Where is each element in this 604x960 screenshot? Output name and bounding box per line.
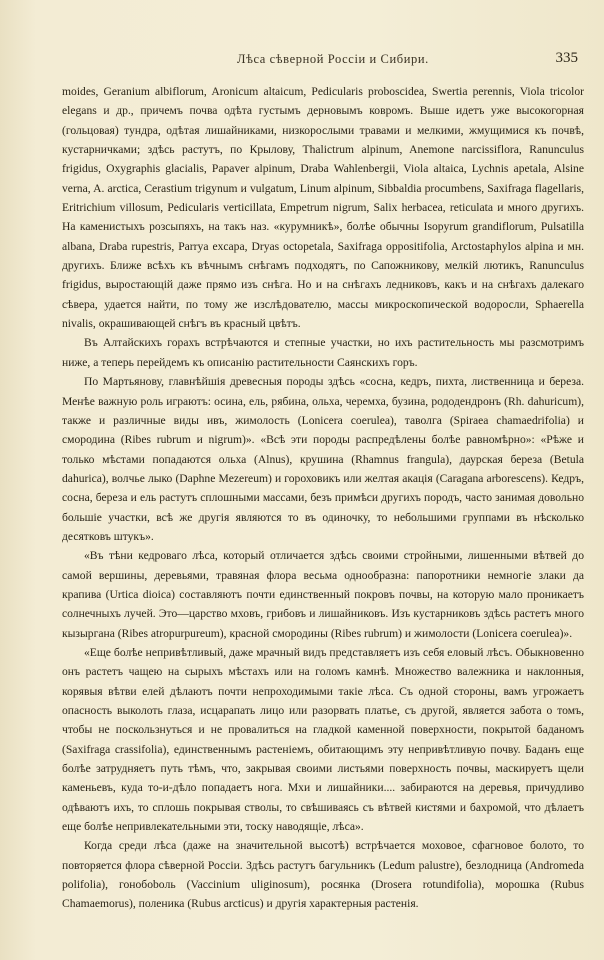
running-title: Лѣса сѣверной Россіи и Сибири. [237,52,429,66]
page-header [62,50,588,72]
paragraph-sphagnum-bog: Когда среди лѣса (даже на значительной высотѣ) встрѣчается моховое, сфагновое болото, то повторяется флора сѣверной Россіи. Здѣсь растутъ багульникъ (Ledum palustre), безлодница (Andromeda polifolia), гонобоboль (Vaccinium uliginosum), росянка (Drosera rotundifolia), морошка (Rubus Chamaemorus), поленика (Rubus arcticus) и другія характерныя растенія. [62,839,584,911]
paragraph-tree-species: По Мартьянову, главнѣйшія древесныя породы здѣсь «сосна, кедръ, пихта, лиственница и береза. Менѣе важную роль играютъ: осина, ель, рябина, ольха, черемха, бузина, рододендронъ (Rh. dahuricum), также и различные виды ивъ, жимолость (Lonicera coerulea), таволга (Spiraea chamaedrifolia) и смородина (Ribes rubrum и nigrum)». «Всѣ эти породы распредѣлены болѣе равномѣрно»: «Рѣже и только мѣстами попадаются ольха (Alnus), крушина (Rhamnus frangula), даурская береза (Betula dahurica), волчье лыко (Daphne Mezereum) и гороховикъ или желтая акація (Caragana arborescens). Кедръ, сосна, береза и ель растутъ сплошными массами, безъ примѣси другихъ породъ, часто занимая довольно большіе участки, всѣ же другія являются то въ одиночку, то небольшими группами въ нѣсколько десятковъ штукъ». [62,375,584,543]
paragraph-cedar-forest: «Въ тѣни кедроваго лѣса, который отличается здѣсь своими стройными, лишенными вѣтвей до самой вершины, деревьями, травяная флора весьма однообразна: папоротники немногіе злаки да крапива (Urtica dioica) составляютъ почти единственный покровъ почвы, на которую мало проникаетъ солнечныхъ лучей. Это—царство мховъ, грибовъ и лишайниковъ. Изъ кустарниковъ здѣсь растетъ много кызыргана (Ribes atropurpureum), красной смородины (Ribes rubrum) и жимолости (Lonicera coerulea)». [62,549,584,640]
paragraph-spruce-forest: «Еще болѣе непривѣтливый, даже мрачный видъ представляетъ изъ себя еловый лѣсъ. Обыкновенно онъ растетъ чащею на сырыхъ мѣстахъ или на голомъ камнѣ. Множество валежника и наклонныя, корявыя вѣтви елей дѣлаютъ почти непроходимыми такіе лѣса. Съ одной стороны, вамъ угрожаетъ опасность выколоть глаза, исцарапать лицо или разорвать платье, съ другой, является забота о томъ, чтобы не поскользнуться и не провалиться на гладкой каменной поверхности, покрытой баданомъ (Saxifraga crassifolia), единственнымъ растеніемъ, обитающимъ эту непривѣтливую почву. Баданъ еще болѣе затрудняетъ путь тѣмъ, что, закрывая своими листьями поверхность почвы, маскируетъ щели каменьевъ, куда то-и-дѣло попадаетъ нога. Мхи и лишайники.... забираются на деревья, причудливо одѣваютъ ихъ, то сплошь покрывая стволы, то свѣшиваясь съ вѣтвей кистями и бахромой, что дѣлаетъ еще болѣе непривлекательными эти, тоску наводящіе, лѣса». [62,645,584,834]
page-number: 335 [555,50,578,66]
paragraph-altai-steppes: Въ Алтайскихъ горахъ встрѣчаются и степные участки, но ихъ растительность мы разсмотримъ ниже, а теперь перейдемъ къ описанію растительности Саянскихъ горъ. [62,336,584,369]
page-body [62,82,584,914]
paragraph-continuation: moides, Geranium albiflorum, Aronicum altaicum, Pedicularis proboscidea, Swertia perennis, Viola tricolor elegans и др., причемъ почва одѣта густымъ дерновымъ ковромъ. Выше идетъ уже высокогорная (гольцовая) тундра, одѣтая лишайниками, низкорослыми травами и мелкими, жмущимися къ почвѣ, кустарничками; здѣсь растутъ, по Крылову, Thalictrum alpinum, Anemone narcissiflora, Ranunculus frigidus, Oxygraphis glacialis, Papaver alpinum, Draba Wahlenbergii, Viola altaica, Lychnis apetala, Alsine verna, A. arctica, Cerastium trigynum и vulgatum, Linum alpinum, Sibbaldia procumbens, Saxifraga flagellaris, Eritrichium villosum, Pedicularis verticillata, Empetrum nigrum, Salix herbacea, reticulata и много другихъ. На каменистыхъ розсыпяхъ, на такъ наз. «курумникѣ», болѣе обычны Isopyrum grandiflorum, Pulsatilla albana, Draba rupestris, Parrya excapa, Dryas octopetala, Saxifraga oppositifolia, Arctostaphylos alpina и мн. другихъ. Ближе всѣхъ къ вѣчнымъ снѣгамъ подходятъ, по Сапожникову, мелкій лютикъ, Ranunculus frigidus, выростающій даже прямо изъ снѣга. Но и на снѣгахъ ледниковъ, какъ и на снѣгахъ далекаго сѣвера, удается найти, по тому же изслѣдователю, массы микроскопической водоросли, Sphaerella nivalis, окрашивающей снѣгъ въ красный цвѣтъ. [62,85,584,331]
